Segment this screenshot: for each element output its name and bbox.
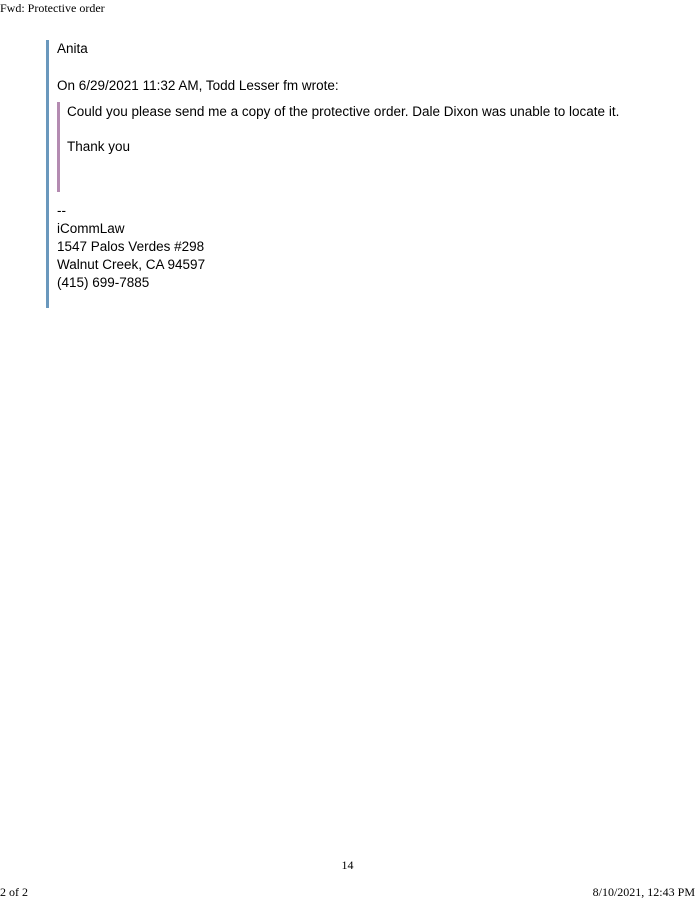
print-timestamp: 8/10/2021, 12:43 PM (592, 885, 695, 899)
signature-city-line: Walnut Creek, CA 94597 (57, 257, 206, 272)
page-count: 2 of 2 (0, 885, 28, 899)
forwarded-message-quote (46, 40, 666, 308)
signature-block (57, 202, 666, 292)
signature-address-line: 1547 Palos Verdes #298 (57, 239, 205, 254)
quoted-message-thanks: Thank you (67, 139, 131, 154)
document-title: Fwd: Protective order (0, 1, 105, 15)
quoted-message-body: Could you please send me a copy of the protective order. Dale Dixon was unable to locate it. (67, 104, 620, 119)
signature-company: iCommLaw (57, 221, 125, 236)
page-number: 14 (341, 858, 354, 872)
greeting-text: Anita (57, 41, 88, 56)
nested-quote (57, 102, 666, 192)
quote-attribution: On 6/29/2021 11:32 AM, Todd Lesser fm wrote: (57, 78, 339, 93)
signature-separator: -- (57, 203, 66, 218)
signature-phone: (415) 699-7885 (57, 275, 150, 290)
